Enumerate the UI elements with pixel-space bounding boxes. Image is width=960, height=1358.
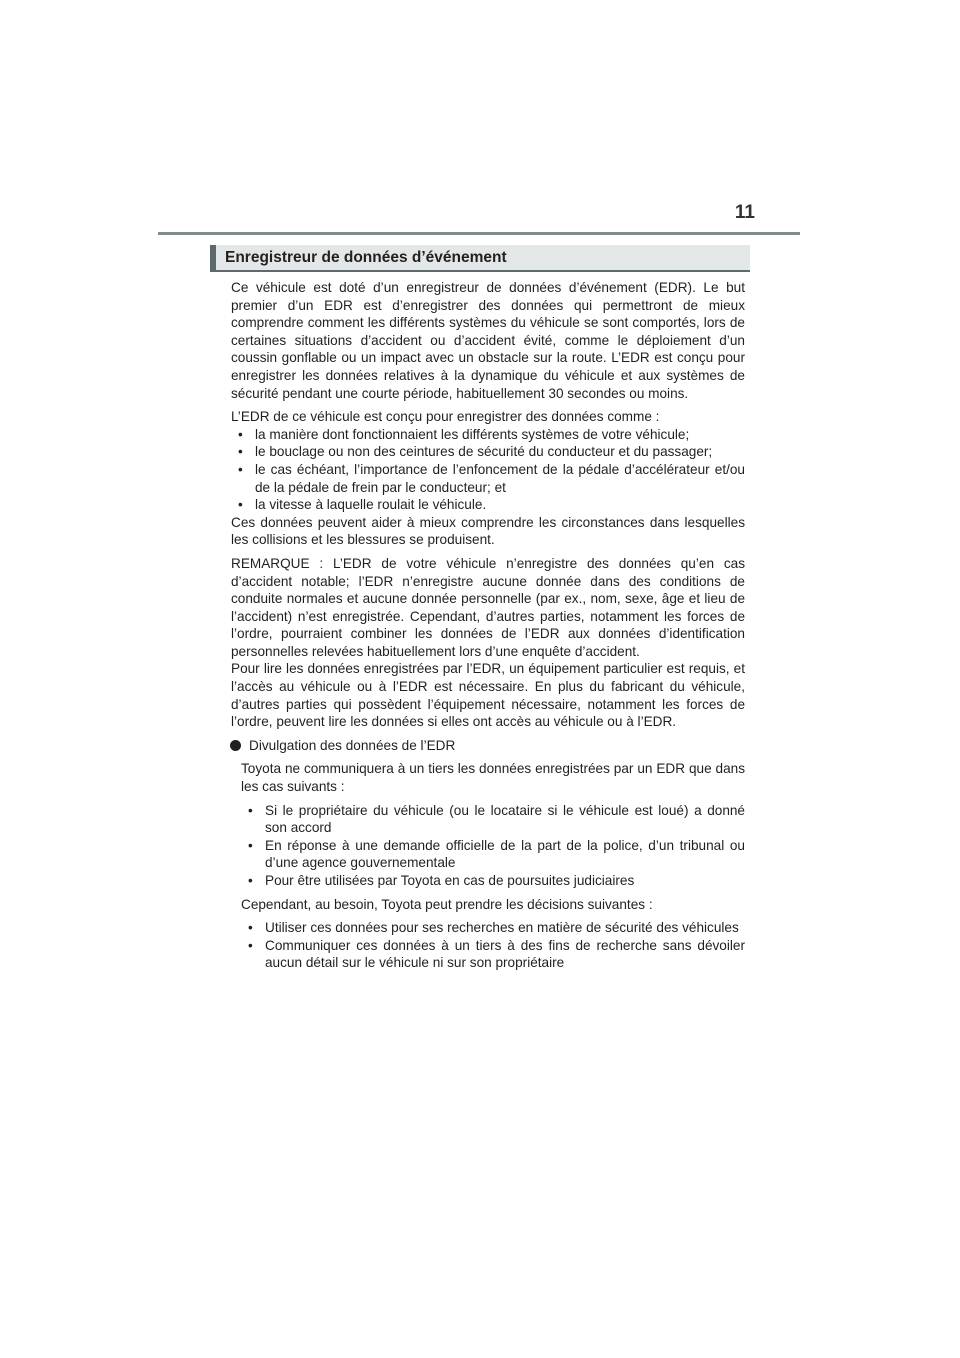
list-outro: Ces données peuvent aider à mieux comprendre les circonstances dans lesquelles les collisions et les blessures se produisent. (231, 514, 745, 548)
list-item: • la manière dont fonctionnaient les différents systèmes de votre véhicule; (238, 426, 690, 442)
disclosure-list (241, 802, 745, 890)
list-item: • le cas échéant, l’importance de l’enfoncement de la pédale d’accélérateur et/ou de la pédale de frein par le conducteur; et (238, 461, 745, 495)
page-number: 11 (734, 202, 755, 223)
list-item: • le bouclage ou non des ceintures de sécurité du conducteur et du passager; (238, 444, 713, 460)
content (231, 279, 745, 972)
section-header (210, 245, 750, 272)
intro-paragraph: Ce véhicule est doté d’un enregistreur de données d’événement (EDR). Le but premier d’un EDR est d’enregistrer des données qui permettront de mieux comprendre comment les différents systèmes du véhicule se sont comportés, lors de certaines situations d’accident ou d’accident évité, comme le déploiement d’un coussin gonflable ou un impact avec un obstacle sur la route. L’EDR est conçu pour enregistrer les données relatives à la dynamique du véhicule et aux systèmes de sécurité pendant une courte période, habituellement 30 secondes ou moins. (231, 280, 745, 401)
disclosure-heading (231, 737, 745, 755)
list-item: • Communiquer ces données à un tiers à des fins de recherche sans dévoiler aucun détail sur le véhicule ni sur son propriétaire (248, 937, 745, 971)
disclosure-intro-2: Cependant, au besoin, Toyota peut prendre les décisions suivantes : (241, 896, 653, 912)
filled-circle-icon (230, 740, 241, 751)
header-rule (158, 232, 800, 235)
list-item: • Utiliser ces données pour ses recherches en matière de sécurité des véhicules (248, 920, 739, 936)
disclosure-intro: Toyota ne communiquera à un tiers les données enregistrées par un EDR que dans les cas suivants : (241, 761, 745, 795)
list-item: • Pour être utilisées par Toyota en cas de poursuites judiciaires (248, 873, 635, 888)
disclosure-heading-text: Divulgation des données de l’EDR (249, 737, 456, 753)
remark-paragraph: REMARQUE : L’EDR de votre véhicule n’enregistre des données qu’en cas d’accident notable; l’EDR n’enregistre aucune donnée dans des conditions de conduite normales et aucune donnée personnelle (par ex., nom, sexe, âge et lieu de l’accident) n’est enregistrée. Cependant, d’autres parties, notamment les forces de l’ordre, pourraient combiner les données de l’EDR aux données d’identification personnelles relevées habituellement lors d’une enquête d’accident. (231, 555, 745, 659)
reading-paragraph: Pour lire les données enregistrées par l’EDR, un équipement particulier est requis, et l’accès au véhicule ou à l’EDR est nécessaire. En plus du fabricant du véhicule, d’autres parties qui possèdent l’équipement nécessaire, notamment les forces de l’ordre, peuvent lire les données si elles ont accès au véhicule ou à l’EDR. (231, 661, 745, 730)
section-header-accent (210, 245, 216, 270)
list-item: • la vitesse à laquelle roulait le véhicule. (238, 497, 487, 513)
disclosure-list-2 (241, 919, 745, 972)
section-title: Enregistreur de données d’événement (225, 249, 507, 266)
list-item: • Si le propriétaire du véhicule (ou le locataire si le véhicule est loué) a donné son accord (248, 802, 745, 836)
list-intro: L’EDR de ce véhicule est conçu pour enregistrer des données comme : (231, 409, 660, 425)
data-list (231, 426, 745, 514)
disclosure-body (231, 760, 745, 972)
list-item: • En réponse à une demande officielle de la part de la police, d’un tribunal ou d’une agence gouvernementale (248, 837, 745, 871)
